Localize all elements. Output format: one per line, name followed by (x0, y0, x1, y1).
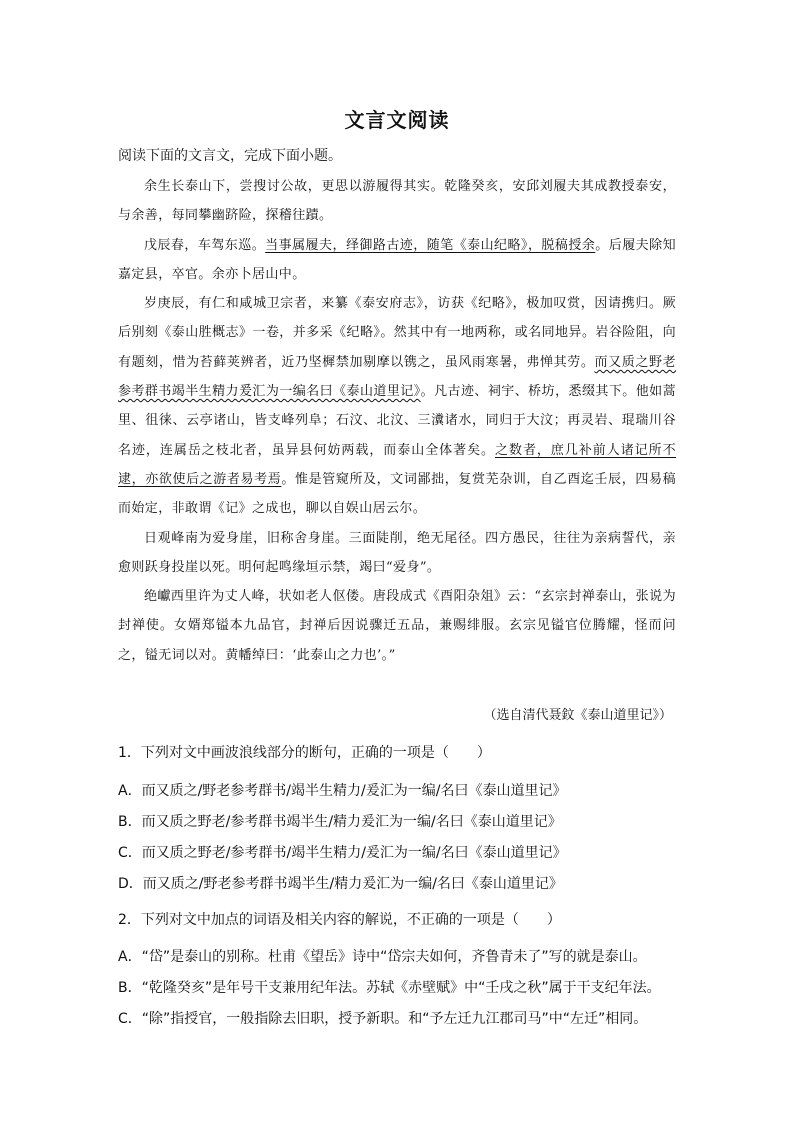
passage-paragraph-5: 绝巘西里许为丈人峰，状如老人伛偻。唐段成式《酉阳杂俎》云：“玄宗封禅泰山，张说为封禅使。女婿郑镒本九品官，封禅后因说骤迁五品，兼赐绯服。玄宗见镒官位腾耀，怪而问之，镒无词以对。黄幡绰曰：‘此泰山之力也’。” (118, 589, 676, 663)
passage (118, 172, 676, 670)
passage-text: 。惟是管窥所及，文词鄙拙，复赏芜杂训，自乙酉迄壬辰，四易稿而始定，非敢谓《记》之成也，聊以自娱山居云尔。 (118, 471, 676, 517)
question-2-option-b[interactable]: B．“乾隆癸亥”是年号干支兼用纪年法。苏轼《赤壁赋》中“壬戌之秋”属于干支纪年法。 (118, 980, 661, 996)
wavy-underlined-sentence: 而又质之野老参考群书竭半生精力爰汇为一编名曰《泰山道里记》 (118, 354, 676, 400)
passage-text: 戊辰春，车驾东巡。 (144, 237, 266, 253)
passage-text: 。凡古迹、祠宇、桥坊，悉缀其下。他如蒿里、徂徕、云亭诸山，皆支峰列阜；石汶、北汶、三瀵诸水，同归于大汶；再灵岩、琨瑞川谷名迹，连属岳之枝北者，虽异县何妨两载，而泰山全体著矣。 (118, 384, 676, 458)
question-1-option-c[interactable]: C．而又质之野老/参考群书/竭半生精力/爰汇为一编/名曰《泰山道里记》 (118, 845, 567, 861)
question-2-option-c[interactable]: C．“除”指授官，一般指除去旧职，授予新职。和“予左迁九江郡司马”中“左迁”相同。 (118, 1011, 648, 1027)
passage-text: 。后履夫除知嘉定县，卒官。余亦卜居山中。 (118, 237, 676, 282)
passage-paragraph-2 (118, 231, 676, 290)
passage-paragraph-4: 日观峰南为爱身崖，旧称舍身崖。三面陡削，绝无尾径。四方愚民，往往为亲病誓代，亲愈则跃身投崖以死。明何起鸣缘垣示禁，竭曰“爱身”。 (118, 530, 676, 575)
instruction-text: 阅读下面的文言文，完成下面小题。 (118, 148, 342, 164)
page-title: 文言文阅读 (344, 108, 450, 132)
question-2-option-a[interactable]: A．“岱”是泰山的别称。杜甫《望岳》诗中“岱宗夫如何，齐鲁青未了”写的就是泰山。 (118, 949, 647, 965)
question-1-option-a[interactable]: A．而又质之/野老参考群书/竭半生精力/爰汇为一编/名曰《泰山道里记》 (118, 783, 567, 799)
question-1-option-d[interactable]: D．而又质之/野老参考群书竭半生/精力爰汇为一编/名曰《泰山道里记》 (118, 876, 563, 892)
underlined-sentence: 之数者，庶几补前人诸记所不逮，亦欲使后之游者易考焉 (118, 442, 676, 487)
underlined-sentence: 当事属履夫，绎御路古迹，随笔《泰山纪略》，脱稿授余 (265, 237, 596, 253)
passage-source: （选自清代聂鈫《泰山道里记》） (483, 708, 672, 723)
question-1-option-b[interactable]: B．而又质之野老/参考群书竭半生/精力爰汇为一编/名曰《泰山道里记》 (118, 814, 562, 830)
passage-paragraph-3 (118, 289, 676, 523)
passage-paragraph-1: 余生长泰山下，尝搜讨公故，更思以游履得其实。乾隆癸亥，安邱刘履夫其成教授泰安，与余善，每同攀幽跻险，探稽往蹟。 (118, 179, 676, 224)
question-1-stem: 1．下列对文中画波浪线部分的断句，正确的一项是（ ） (118, 745, 491, 761)
question-2-stem: 2．下列对文中加点的词语及相关内容的解说，不正确的一项是（ ） (118, 912, 561, 928)
passage-text: 岁庚辰，有仁和咸城卫宗者，来纂《泰安府志》，访获《纪略》，极加叹赏，因请携归。厥后别刻《泰山胜概志》一卷，并多采《纪略》。然其中有一地两称，或名同地异。岩谷险阻，向有题刻，惜为苔藓荚辨者，近乃坚樨禁加剔摩以镌之，虽风雨寒暑，弗惮其劳。 (118, 296, 676, 370)
